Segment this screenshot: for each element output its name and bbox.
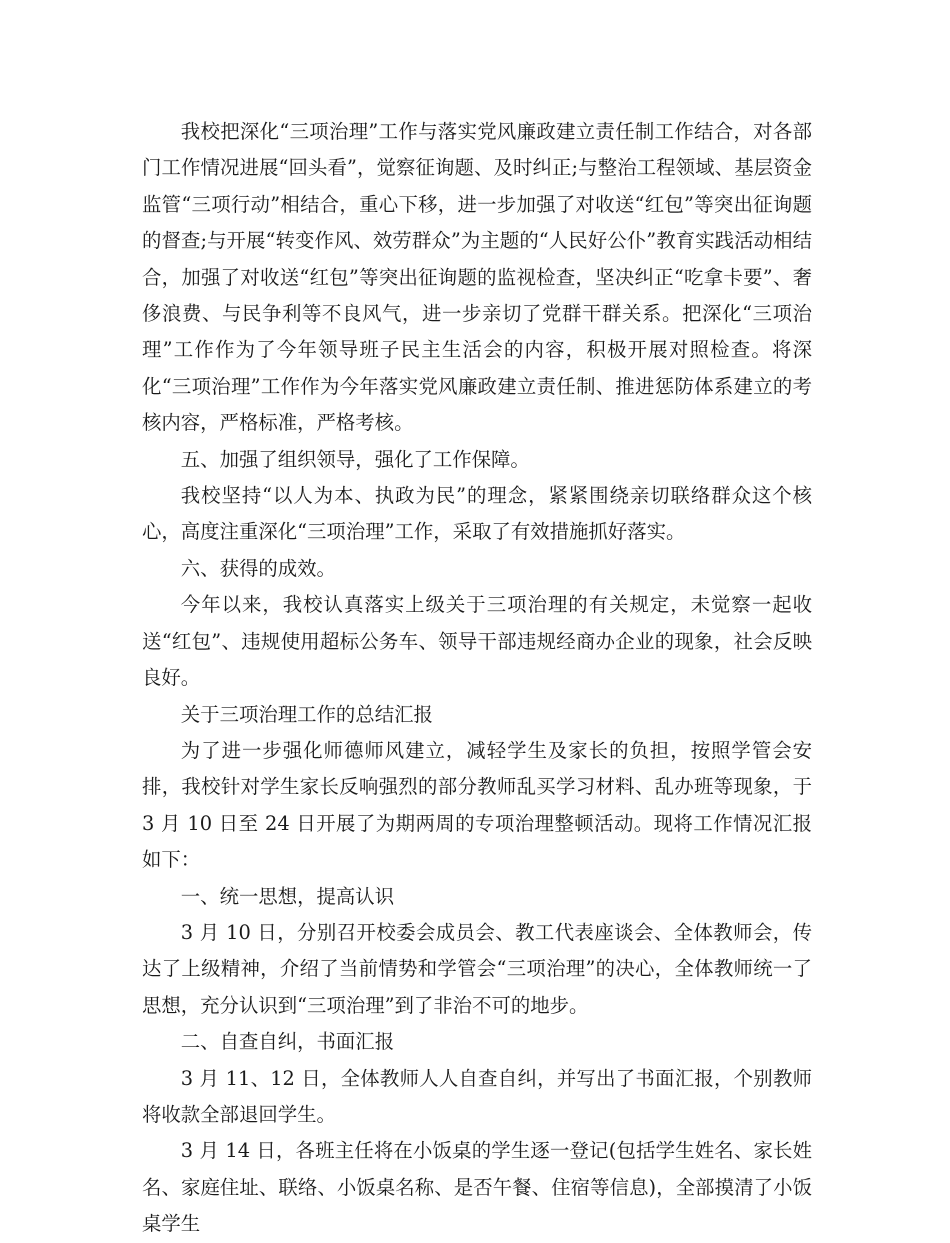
paragraph-responsibility-integration: 我校把深化“三项治理”工作与落实党风廉政建立责任制工作结合，对各部门工作情况进展“回头看”，觉察征询题、及时纠正;与整治工程领域、基层资金监管“三项行动”相结合，重心下移，进一步加强了对收送“红包”等突出征询题的督查;与开展“转变作风、效劳群众”为主题的“人民好公仆”教育实践活动相结合，加强了对收送“红包”等突出征询题的监视检查，坚决纠正“吃拿卡要”、奢侈浪费、与民争利等不良风气，进一步亲切了党群干群关系。把深化“三项治理”工作作为了今年领导班子民主生活会的内容，积极开展对照检查。将深化“三项治理”工作作为今年落实党风廉政建立责任制、推进惩防体系建立的考核内容，严格标准，严格考核。 [142,120,812,435]
paragraph-results: 今年以来，我校认真落实上级关于三项治理的有关规定，未觉察一起收送“红包”、违规使用超标公务车、领导干部违规经商办企业的现象，社会反映良好。 [142,593,812,690]
report-title: 关于三项治理工作的总结汇报 [180,702,433,726]
heading-self-check: 二、自查自纠，书面汇报 [180,1030,395,1054]
paragraph-march-11-12: 3 月 11、12 日，全体教师人人自查自纠，并写出了书面汇报，个别教师将收款全部退回学生。 [142,1066,812,1126]
paragraph-people-oriented: 我校坚持“以人为本、执政为民”的理念，紧紧围绕亲切联络群众这个核心，高度注重深化“三项治理”工作，采取了有效措施抓好落实。 [142,484,812,544]
heading-section-six: 六、获得的成效。 [180,556,336,580]
paragraph-march-14: 3 月 14 日，各班主任将在小饭桌的学生逐一登记(包括学生姓名、家长姓名、家庭住址、联络、小饭桌名称、是否午餐、住宿等信息)，全部摸清了小饭桌学生 [142,1139,812,1236]
heading-section-five: 五、加强了组织领导，强化了工作保障。 [180,447,530,471]
paragraph-report-intro: 为了进一步强化师德师风建立，减轻学生及家长的负担，按照学管会安排，我校针对学生家长反响强烈的部分教师乱买学习材料、乱办班等现象，于 3 月 10 日至 24 日开展了为期两周的专项治理整顿活动。现将工作情况汇报如下： [142,738,812,872]
document-body [142,114,812,1243]
heading-unify-thinking: 一、统一思想，提高认识 [180,884,395,908]
paragraph-march-10: 3 月 10 日，分别召开校委会成员会、教工代表座谈会、全体教师会，传达了上级精神，介绍了当前情势和学管会“三项治理”的决心，全体教师统一了思想，充分认识到“三项治理”到了非治不可的地步。 [142,920,812,1017]
